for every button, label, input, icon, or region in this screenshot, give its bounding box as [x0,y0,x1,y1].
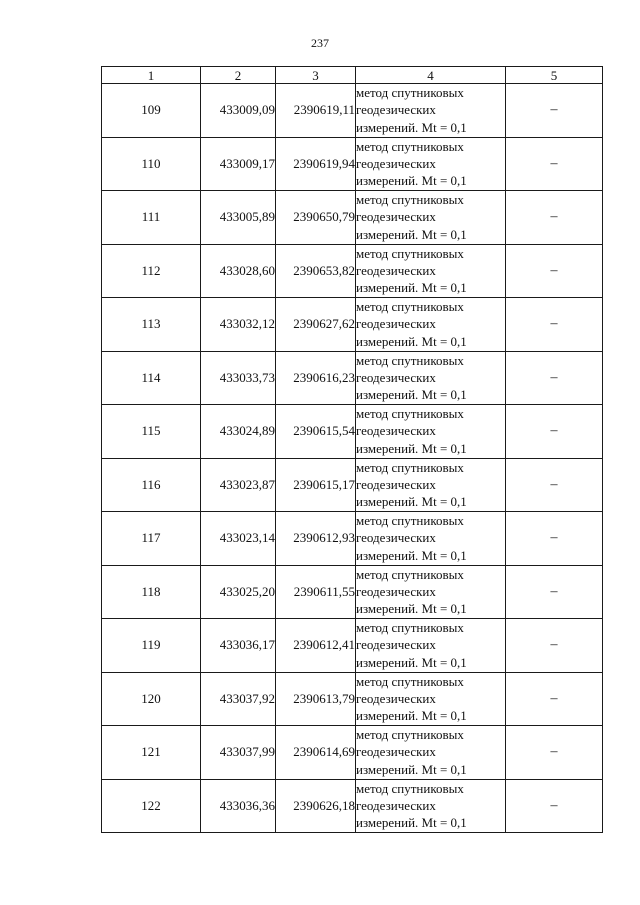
coordinate-y-cell: 2390613,79 [276,672,356,726]
method-line: метод спутниковых [356,513,464,528]
point-number-cell: 119 [102,619,201,673]
method-cell [356,191,506,245]
method-line: геодезических [356,262,436,278]
method-line: метод спутниковых [356,85,464,100]
table-row [102,298,603,352]
table-row [102,565,603,619]
note-cell: – [506,84,603,138]
coordinate-y-cell: 2390627,62 [276,298,356,352]
point-number-cell: 116 [102,458,201,512]
method-cell [356,512,506,566]
method-line: геодезических [356,369,436,385]
table-header-row [102,67,603,84]
table-row [102,84,603,138]
coordinate-y-cell: 2390619,11 [276,84,356,138]
table-row [102,672,603,726]
header-col-5: 5 [506,67,603,84]
note-cell: – [506,458,603,512]
note-cell: – [506,619,603,673]
coordinate-x-cell: 433037,92 [201,672,276,726]
note-cell: – [506,565,603,619]
method-line: измерений. Mt = 0,1 [356,440,467,456]
coordinate-x-cell: 433025,20 [201,565,276,619]
coordinate-x-cell: 433033,73 [201,351,276,405]
coordinate-y-cell: 2390611,55 [276,565,356,619]
method-line: метод спутниковых [356,459,464,475]
coordinate-y-cell: 2390615,17 [276,458,356,512]
point-number-cell: 112 [102,244,201,298]
method-line: геодезических [356,530,436,546]
method-line: метод спутниковых [356,245,464,261]
table-row [102,405,603,459]
header-col-2: 2 [201,67,276,84]
note-cell: – [506,137,603,191]
method-line: геодезических [356,102,436,118]
method-line: геодезических [356,744,436,760]
method-line: измерений. Mt = 0,1 [356,547,467,563]
coordinate-x-cell: 433024,89 [201,405,276,459]
method-cell [356,726,506,780]
coordinate-x-cell: 433037,99 [201,726,276,780]
point-number-cell: 122 [102,779,201,833]
table-row [102,779,603,833]
note-cell: – [506,298,603,352]
method-cell [356,405,506,459]
coordinate-y-cell: 2390626,18 [276,779,356,833]
note-cell: – [506,405,603,459]
table-row [102,244,603,298]
coordinate-y-cell: 2390612,93 [276,512,356,566]
method-cell [356,84,506,138]
method-cell [356,351,506,405]
page-number: 237 [311,36,329,50]
method-line: измерений. Mt = 0,1 [356,601,467,617]
coordinate-y-cell: 2390619,94 [276,137,356,191]
method-line: метод спутниковых [356,352,464,368]
method-cell [356,779,506,833]
note-cell: – [506,672,603,726]
coordinate-x-cell: 433028,60 [201,244,276,298]
method-line: измерений. Mt = 0,1 [356,280,467,296]
coordinates-table [101,66,603,833]
method-cell [356,458,506,512]
method-line: измерений. Mt = 0,1 [356,708,467,724]
note-cell: – [506,779,603,833]
method-line: метод спутниковых [356,780,464,796]
method-line: геодезических [356,583,436,599]
method-line: геодезических [356,423,436,439]
point-number-cell: 110 [102,137,201,191]
method-line: измерений. Mt = 0,1 [356,654,467,670]
method-line: метод спутниковых [356,406,464,421]
method-line: метод спутниковых [356,727,464,742]
coordinate-y-cell: 2390614,69 [276,726,356,780]
point-number-cell: 117 [102,512,201,566]
method-line: измерений. Mt = 0,1 [356,226,467,242]
method-line: измерений. Mt = 0,1 [356,815,467,831]
method-line: метод спутниковых [356,620,464,635]
point-number-cell: 111 [102,191,201,245]
header-col-1: 1 [102,67,201,84]
method-line: метод спутниковых [356,299,464,314]
point-number-cell: 120 [102,672,201,726]
coordinate-x-cell: 433036,17 [201,619,276,673]
method-line: измерений. Mt = 0,1 [356,761,467,777]
method-cell [356,619,506,673]
method-line: геодезических [356,155,436,171]
method-line: метод спутниковых [356,566,464,582]
table-row [102,619,603,673]
coordinate-x-cell: 433009,09 [201,84,276,138]
method-cell [356,137,506,191]
method-line: геодезических [356,476,436,492]
note-cell: – [506,512,603,566]
method-line: геодезических [356,637,436,653]
table-row [102,137,603,191]
coordinate-x-cell: 433023,14 [201,512,276,566]
point-number-cell: 114 [102,351,201,405]
method-line: геодезических [356,797,436,813]
method-line: геодезических [356,690,436,706]
note-cell: – [506,351,603,405]
method-line: метод спутниковых [356,138,464,154]
note-cell: – [506,191,603,245]
coordinate-x-cell: 433009,17 [201,137,276,191]
table-row [102,512,603,566]
method-line: геодезических [356,316,436,332]
coordinate-y-cell: 2390615,54 [276,405,356,459]
method-line: метод спутниковых [356,673,464,689]
coordinate-y-cell: 2390612,41 [276,619,356,673]
point-number-cell: 109 [102,84,201,138]
point-number-cell: 121 [102,726,201,780]
method-line: геодезических [356,209,436,225]
table-row [102,351,603,405]
method-line: измерений. Mt = 0,1 [356,387,467,403]
table-body [102,84,603,833]
table-row [102,726,603,780]
coordinate-y-cell: 2390650,79 [276,191,356,245]
coordinate-x-cell: 433032,12 [201,298,276,352]
method-line: метод спутниковых [356,192,464,207]
coordinate-x-cell: 433036,36 [201,779,276,833]
point-number-cell: 118 [102,565,201,619]
coordinate-x-cell: 433023,87 [201,458,276,512]
table-row [102,191,603,245]
header-col-4: 4 [356,67,506,84]
method-cell [356,672,506,726]
coordinate-y-cell: 2390653,82 [276,244,356,298]
method-line: измерений. Mt = 0,1 [356,333,467,349]
coordinate-x-cell: 433005,89 [201,191,276,245]
method-line: измерений. Mt = 0,1 [356,119,467,135]
method-cell [356,244,506,298]
method-line: измерений. Mt = 0,1 [356,494,467,510]
coordinate-y-cell: 2390616,23 [276,351,356,405]
method-cell [356,565,506,619]
method-cell [356,298,506,352]
point-number-cell: 115 [102,405,201,459]
note-cell: – [506,726,603,780]
point-number-cell: 113 [102,298,201,352]
method-line: измерений. Mt = 0,1 [356,173,467,189]
table-row [102,458,603,512]
note-cell: – [506,244,603,298]
header-col-3: 3 [276,67,356,84]
